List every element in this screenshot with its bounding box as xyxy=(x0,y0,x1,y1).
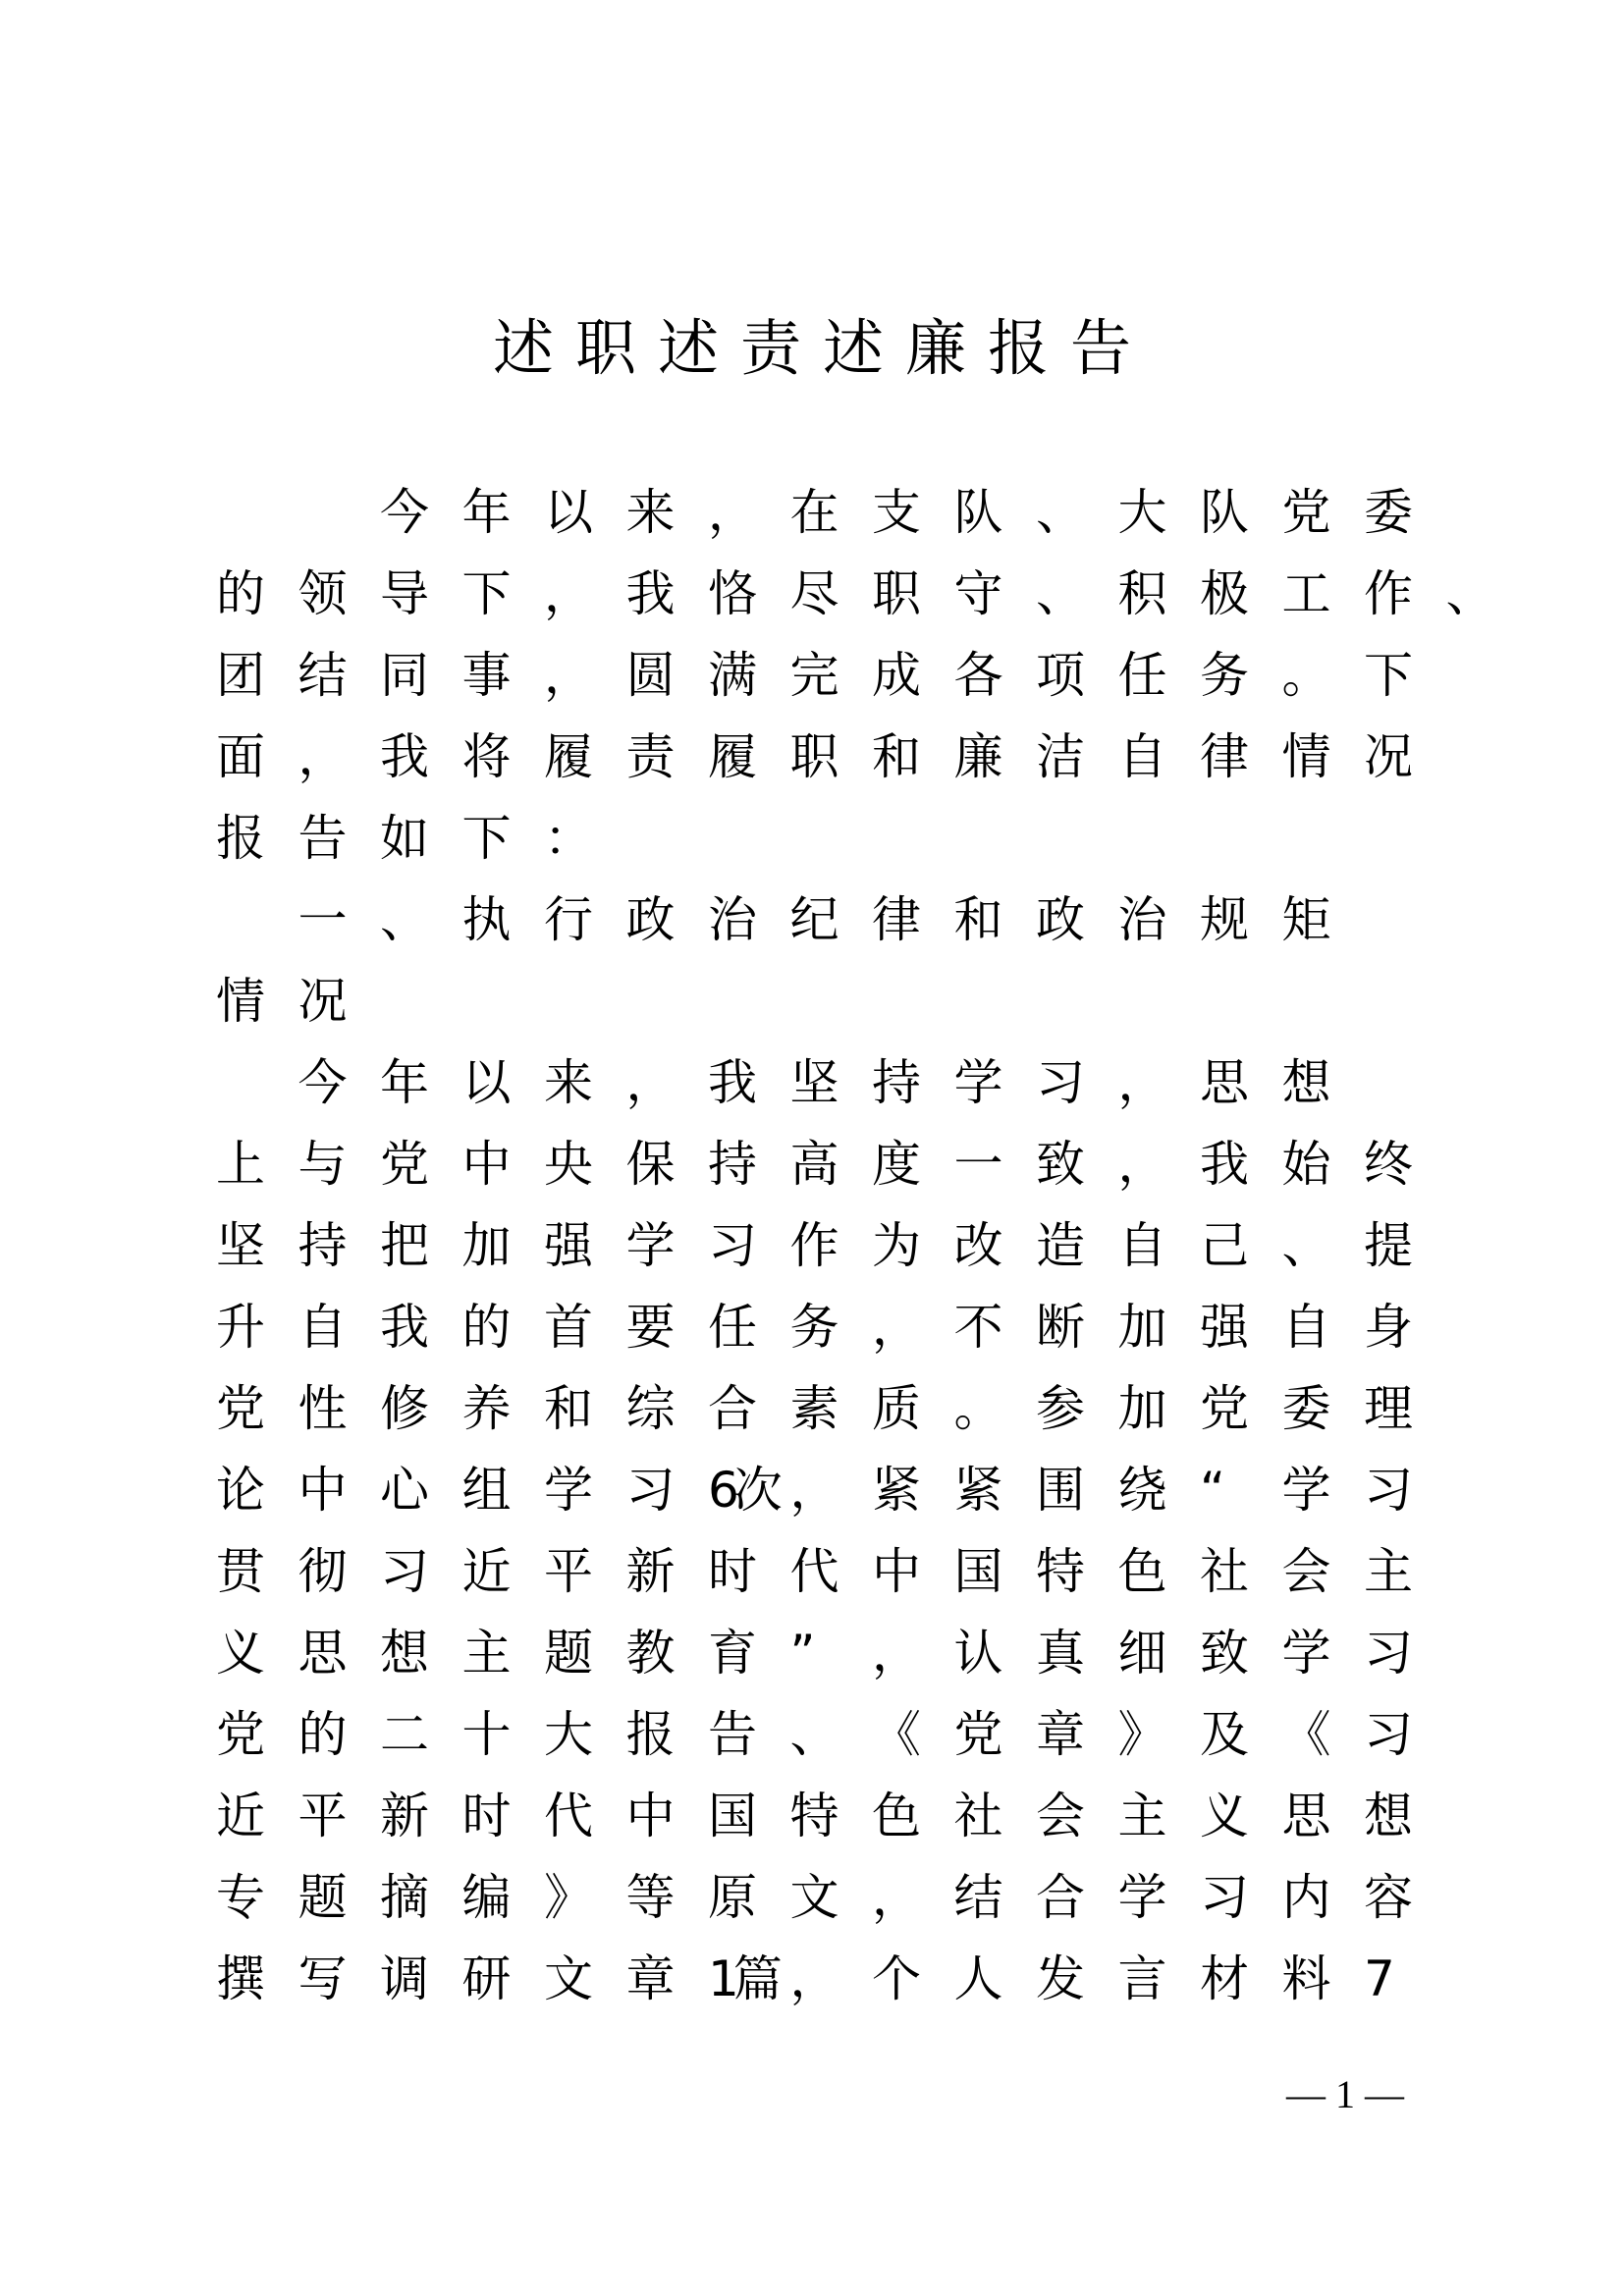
body-line: 义 思 想 主 题 教 育 ” ， 认 真 细 致 学 习 xyxy=(216,1625,1413,1682)
body-line: 今 年 以 来 ， 在 支 队 、 大 队 党 委 xyxy=(380,484,1413,541)
body-line: 面 ， 我 将 履 责 履 职 和 廉 洁 自 律 情 况 xyxy=(216,728,1413,785)
body-line: 党 的 二 十 大 报 告 、 《 党 章 》 及 《 习 xyxy=(216,1706,1413,1763)
body-line: 的 领 导 下 ， 我 恪 尽 职 守 、 积 极 工 作 、 xyxy=(216,565,1495,622)
page-number: — 1 — xyxy=(1286,2072,1404,2116)
body-line: 报 告 如 下 ： xyxy=(216,810,593,867)
body-line: 贯 彻 习 近 平 新 时 代 中 国 特 色 社 会 主 xyxy=(216,1543,1413,1600)
body-line: 上 与 党 中 央 保 持 高 度 一 致 ， 我 始 终 xyxy=(216,1136,1413,1193)
body-line: 专 题 摘 编 》 等 原 文 ， 结 合 学 习 内 容 xyxy=(216,1869,1413,1926)
body-line: 撰 写 调 研 文 章 1篇 ， 个 人 发 言 材 料 7 xyxy=(216,1950,1395,2007)
body-line: 升 自 我 的 首 要 任 务 ， 不 断 加 强 自 身 xyxy=(216,1299,1413,1356)
body-line: 今 年 以 来 ， 我 坚 持 学 习 ， 思 想 xyxy=(298,1054,1331,1111)
document-title: 述职述责述廉报告 xyxy=(492,312,1153,384)
body-line: 论 中 心 组 学 习 6次 ， 紧 紧 围 绕 “ 学 习 xyxy=(216,1462,1413,1519)
body-line: 党 性 修 养 和 综 合 素 质 。 参 加 党 委 理 xyxy=(216,1380,1413,1437)
body-line: 情 况 xyxy=(216,973,348,1030)
body-line: 近 平 新 时 代 中 国 特 色 社 会 主 义 思 想 xyxy=(216,1788,1413,1844)
body-line: 一 、 执 行 政 治 纪 律 和 政 治 规 矩 xyxy=(298,891,1331,948)
body-line: 团 结 同 事 ， 圆 满 完 成 各 项 任 务 。 下 xyxy=(216,647,1413,704)
body-line: 坚 持 把 加 强 学 习 作 为 改 造 自 己 、 提 xyxy=(216,1217,1413,1274)
